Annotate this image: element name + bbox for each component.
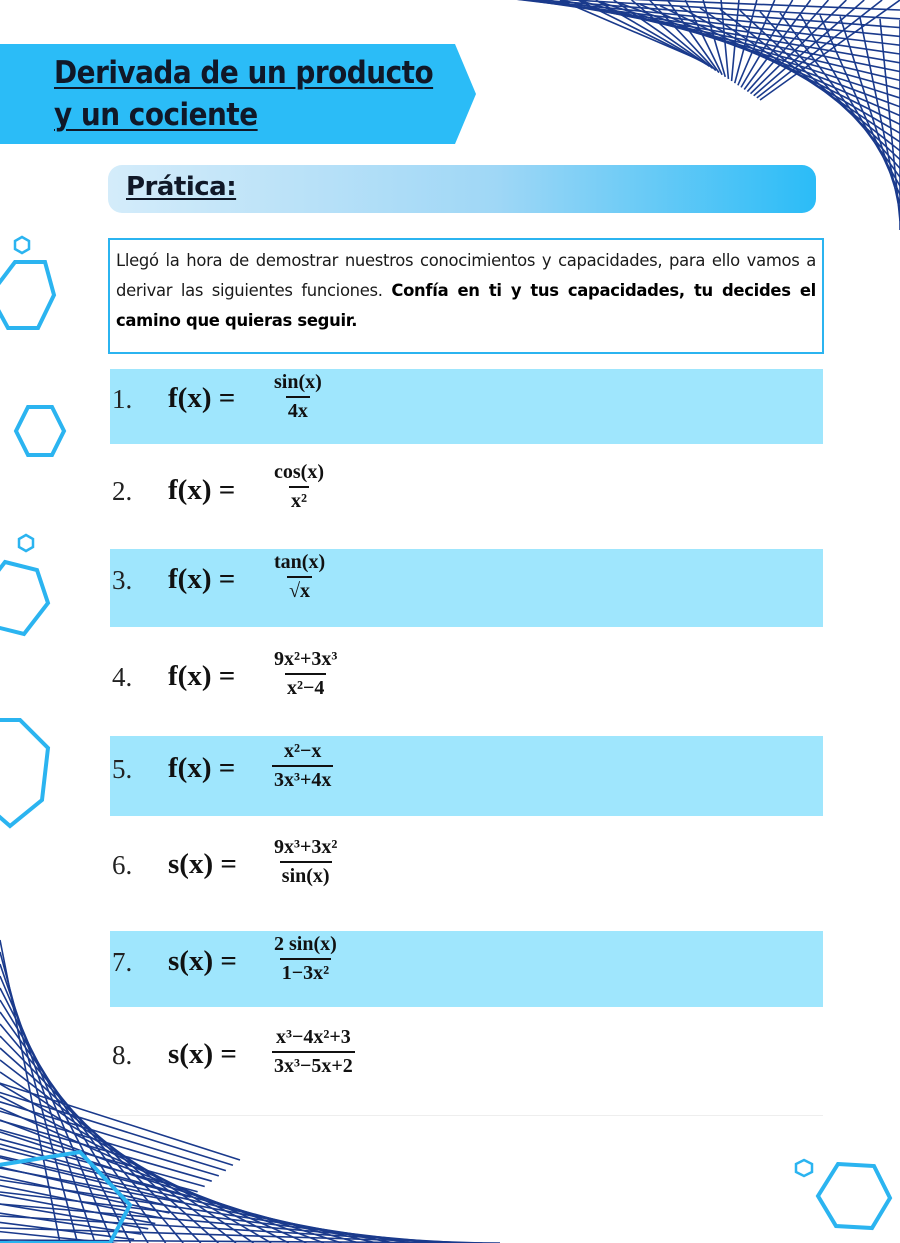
exercise-number: 7.	[112, 947, 133, 977]
section-header	[108, 165, 816, 213]
hexagon-outline-icon	[16, 407, 64, 455]
exercise-fraction	[272, 551, 327, 603]
fraction-numerator: sin(x)	[274, 371, 322, 393]
exercise-row	[110, 549, 823, 627]
fraction-numerator: cos(x)	[274, 461, 324, 483]
fraction-numerator: 2 sin(x)	[274, 933, 337, 955]
exercise-number: 6.	[112, 850, 133, 880]
page-title: Derivada de un producto y un cociente	[54, 55, 434, 133]
fraction-denominator: 3x³−5x+2	[272, 1051, 355, 1078]
exercise-fraction	[272, 1026, 355, 1078]
fraction-numerator: x³−4x²+3	[276, 1026, 351, 1048]
exercise-fraction	[272, 371, 324, 423]
exercise-number: 2.	[112, 476, 133, 506]
fraction-numerator: tan(x)	[274, 551, 326, 573]
section-label: Prática:	[126, 172, 237, 202]
hexagon-outline-icon	[0, 720, 48, 826]
hexagon-outline-icon	[818, 1164, 890, 1228]
exercise-number: 3.	[112, 565, 133, 595]
exercise-fraction	[272, 740, 333, 792]
exercise-fraction	[272, 933, 339, 985]
fraction-denominator: 1−3x²	[280, 958, 331, 985]
instructions-text: Llegó la hora de demostrar nuestros conocimientos y capacidades, para ello vamos a derivar las siguientes funciones.	[116, 251, 816, 300]
exercise-function: s(x) =	[168, 945, 237, 977]
exercise-row	[110, 736, 823, 816]
exercise-function: f(x) =	[168, 382, 236, 414]
instructions-box	[108, 238, 824, 354]
exercise-row	[110, 452, 823, 532]
exercise-function: f(x) =	[168, 660, 236, 692]
small-hexagon-icon	[796, 1160, 812, 1176]
fraction-numerator: x²−x	[284, 740, 322, 762]
exercise-number: 4.	[112, 662, 133, 692]
fraction-numerator: 9x²+3x³	[274, 648, 338, 670]
exercise-function: s(x) =	[168, 1038, 237, 1070]
exercise-row	[110, 369, 823, 444]
exercise-function: s(x) =	[168, 848, 237, 880]
exercise-row	[110, 931, 823, 1007]
exercise-fraction	[272, 836, 339, 888]
exercise-row	[110, 640, 823, 720]
small-hexagon-icon	[15, 237, 29, 253]
hexagon-outline-icon	[0, 1152, 130, 1243]
exercise-number: 5.	[112, 754, 133, 784]
fraction-denominator: √x	[287, 576, 312, 603]
exercise-number: 1.	[112, 384, 133, 414]
hexagon-outline-icon	[0, 262, 54, 328]
fraction-denominator: x²−4	[285, 673, 326, 700]
exercise-row	[110, 1020, 823, 1100]
exercise-function: f(x) =	[168, 474, 236, 506]
small-hexagon-icon	[19, 535, 33, 551]
hexagon-outline-icon	[0, 562, 48, 634]
exercise-fraction	[272, 648, 339, 700]
instructions-bold-text: Confía en ti y tus capacidades, tu decides el camino que quieras seguir.	[116, 281, 816, 330]
fraction-denominator: sin(x)	[280, 861, 332, 888]
exercise-number: 8.	[112, 1040, 133, 1070]
exercise-fraction	[272, 461, 326, 513]
fraction-denominator: x²	[289, 486, 309, 513]
exercise-function: f(x) =	[168, 752, 236, 784]
fraction-denominator: 4x	[286, 396, 310, 423]
exercise-row	[110, 830, 823, 910]
exercise-function: f(x) =	[168, 563, 236, 595]
fraction-numerator: 9x³+3x²	[274, 836, 338, 858]
divider	[110, 1115, 823, 1116]
fraction-denominator: 3x³+4x	[272, 765, 333, 792]
